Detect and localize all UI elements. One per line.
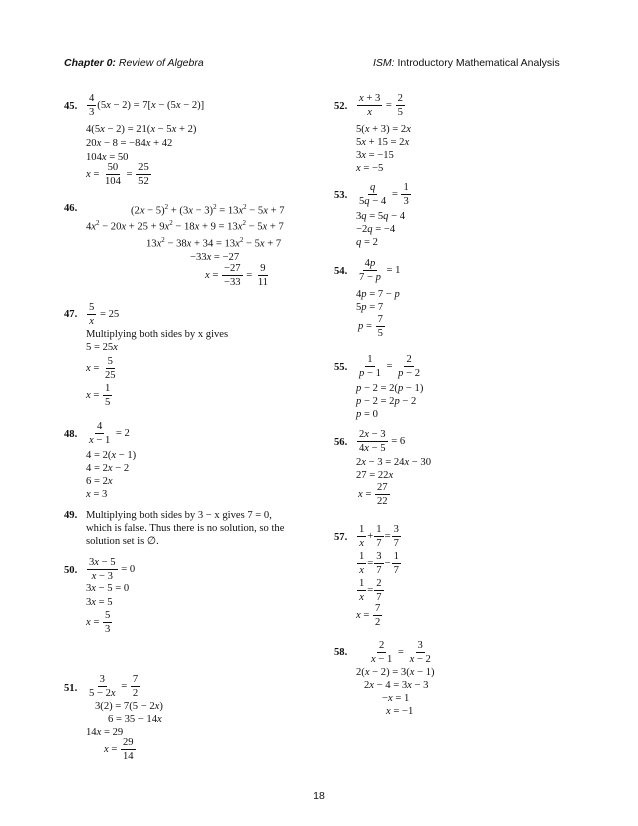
equation-line: 4p = 7 − p <box>356 289 400 300</box>
equation-line: x = $\frac{50}{104}$ = $\frac{25}{52}$ <box>86 162 149 188</box>
equation-line: x = $\frac{27}{22}$ <box>358 482 388 508</box>
equation-line: p = $\frac{7}{5}$ <box>358 314 383 340</box>
equation-line: x = $\frac{5}{25}$ <box>86 356 116 382</box>
equation-line: −x = 1 <box>382 693 410 704</box>
problem-number: 48. <box>64 429 78 440</box>
chapter-label: Chapter 0: <box>64 57 116 69</box>
equation-line: $\frac{4}{x - 1}$ = 2 <box>89 421 130 447</box>
equation-line: $\frac{3}{5 - 2x}$ = $\frac{7}{2}$ <box>89 674 139 700</box>
equation-line: 2x − 3 = 24x − 30 <box>356 457 432 468</box>
problem-number: 50. <box>64 565 78 576</box>
equation-line: 6 = 2x <box>86 476 113 487</box>
problem-number: 47. <box>64 309 78 320</box>
equation-line: 3(2) = 7(5 − 2x) <box>95 701 163 712</box>
ism-label: ISM: <box>373 57 395 69</box>
equation-line: x = $\frac{29}{14}$ <box>104 737 134 763</box>
equation-line: 6 = 35 − 14x <box>108 714 162 725</box>
problem-number: 46. <box>64 203 78 214</box>
equation-line: −33x = −27 <box>190 252 240 263</box>
equation-line: $\frac{1}{x}$ = $\frac{3}{7}$ − $\frac{1}{7}$ <box>359 551 399 577</box>
equation-line: 5 = 25x <box>86 342 118 353</box>
running-header-left <box>64 57 204 69</box>
equation-line: 4 = 2x − 2 <box>86 463 130 474</box>
equation-line: $\frac{1}{x}$ = $\frac{2}{7}$ <box>359 578 382 604</box>
equation-line: $\frac{2}{x - 1}$ = $\frac{3}{x - 2}$ <box>371 640 431 666</box>
problem-number: 55. <box>334 362 348 373</box>
equation-line: 3x = −15 <box>356 150 394 161</box>
equation-line: p − 2 = 2(p − 1) <box>356 383 424 394</box>
explanation-text: Multiplying both sides by x gives <box>86 329 229 340</box>
problem-number: 56. <box>334 437 348 448</box>
equation-line: $13x^2 - 38x + 34 = 13x^2 - 5x + 7$ <box>146 236 282 250</box>
equation-line: $\frac{x + 3}{x}$ = $\frac{2}{5}$ <box>359 93 403 119</box>
equation-line: $\frac{q}{5q - 4}$ = $\frac{1}{3}$ <box>359 182 409 208</box>
equation-line: 3x = 5 <box>86 597 113 608</box>
equation-line: $\frac{2x - 3}{4x - 5}$ = 6 <box>359 429 406 455</box>
problem-number: 53. <box>334 190 348 201</box>
problem-number: 45. <box>64 101 78 112</box>
equation-line: 5p = 7 <box>356 302 384 313</box>
problem-number: 49. <box>64 510 78 521</box>
equation-line: 3q = 5q − 4 <box>356 211 406 222</box>
equation-line: $(2x - 5)^2 + (3x - 3)^2 = 13x^2 - 5x + 7$ <box>131 203 285 217</box>
equation-line: −2q = −4 <box>356 224 396 235</box>
equation-line: x = −1 <box>386 706 414 717</box>
equation-line: x = $\frac{7}{2}$ <box>356 603 381 629</box>
problem-number: 51. <box>64 683 78 694</box>
equation-line: $\frac{4}{3}$ (5x − 2) = 7[x − (5x − 2)] <box>89 93 205 119</box>
equation-line: $4x^2 - 20x + 25 + 9x^2 - 18x + 9 = 13x^2 - 5x + 7$ <box>86 219 284 233</box>
solution-text: solution set is ∅. <box>86 536 159 547</box>
solution-text: Multiplying both sides by 3 − x gives 7 = 0, <box>86 510 272 521</box>
equation-line: 14x = 29 <box>86 727 124 738</box>
equation-line: 20x − 8 = −84x + 42 <box>86 138 173 149</box>
chapter-title: Review of Algebra <box>118 57 204 69</box>
equation-line: $\frac{1}{x}$ + $\frac{1}{7}$ = $\frac{3}{7}$ <box>359 524 399 550</box>
equation-line: 3x − 5 = 0 <box>86 583 130 594</box>
page-number: 18 <box>313 790 325 802</box>
equation-line: $\frac{3x - 5}{x - 3}$ = 0 <box>89 557 136 583</box>
running-header-right <box>373 57 560 69</box>
equation-line: $\frac{4p}{7 - p}$ = 1 <box>359 258 401 284</box>
equation-line: 4 = 2(x − 1) <box>86 450 137 461</box>
equation-line: 27 = 22x <box>356 470 394 481</box>
equation-line: 2x − 4 = 3x − 3 <box>364 680 429 691</box>
equation-line: x = $\frac{5}{3}$ <box>86 610 111 636</box>
equation-line: q = 2 <box>356 237 378 248</box>
equation-line: p − 2 = 2p − 2 <box>356 396 417 407</box>
equation-line: $\frac{5}{x}$ = 25 <box>89 302 120 328</box>
equation-line: x = $\frac{-27}{-33}$ = $\frac{9}{11}$ <box>205 263 269 289</box>
problem-number: 54. <box>334 266 348 277</box>
equation-line: 5(x + 3) = 2x <box>356 124 411 135</box>
equation-line: 4(5x − 2) = 21(x − 5x + 2) <box>86 124 197 135</box>
equation-line: 2(x − 2) = 3(x − 1) <box>356 667 435 678</box>
problem-number: 52. <box>334 101 348 112</box>
equation-line: x = −5 <box>356 163 384 174</box>
solution-text: which is false. Thus there is no solution, so the <box>86 523 285 534</box>
equation-line: x = $\frac{1}{5}$ <box>86 383 111 409</box>
problem-number: 58. <box>334 647 348 658</box>
book-title: Introductory Mathematical Analysis <box>397 57 560 69</box>
problem-number: 57. <box>334 532 348 543</box>
equation-line: p = 0 <box>356 409 378 420</box>
equation-line: 5x + 15 = 2x <box>356 137 410 148</box>
equation-line: 104x = 50 <box>86 152 129 163</box>
equation-line: $\frac{1}{p - 1}$ = $\frac{2}{p - 2}$ <box>359 354 421 380</box>
equation-line: x = 3 <box>86 489 108 500</box>
